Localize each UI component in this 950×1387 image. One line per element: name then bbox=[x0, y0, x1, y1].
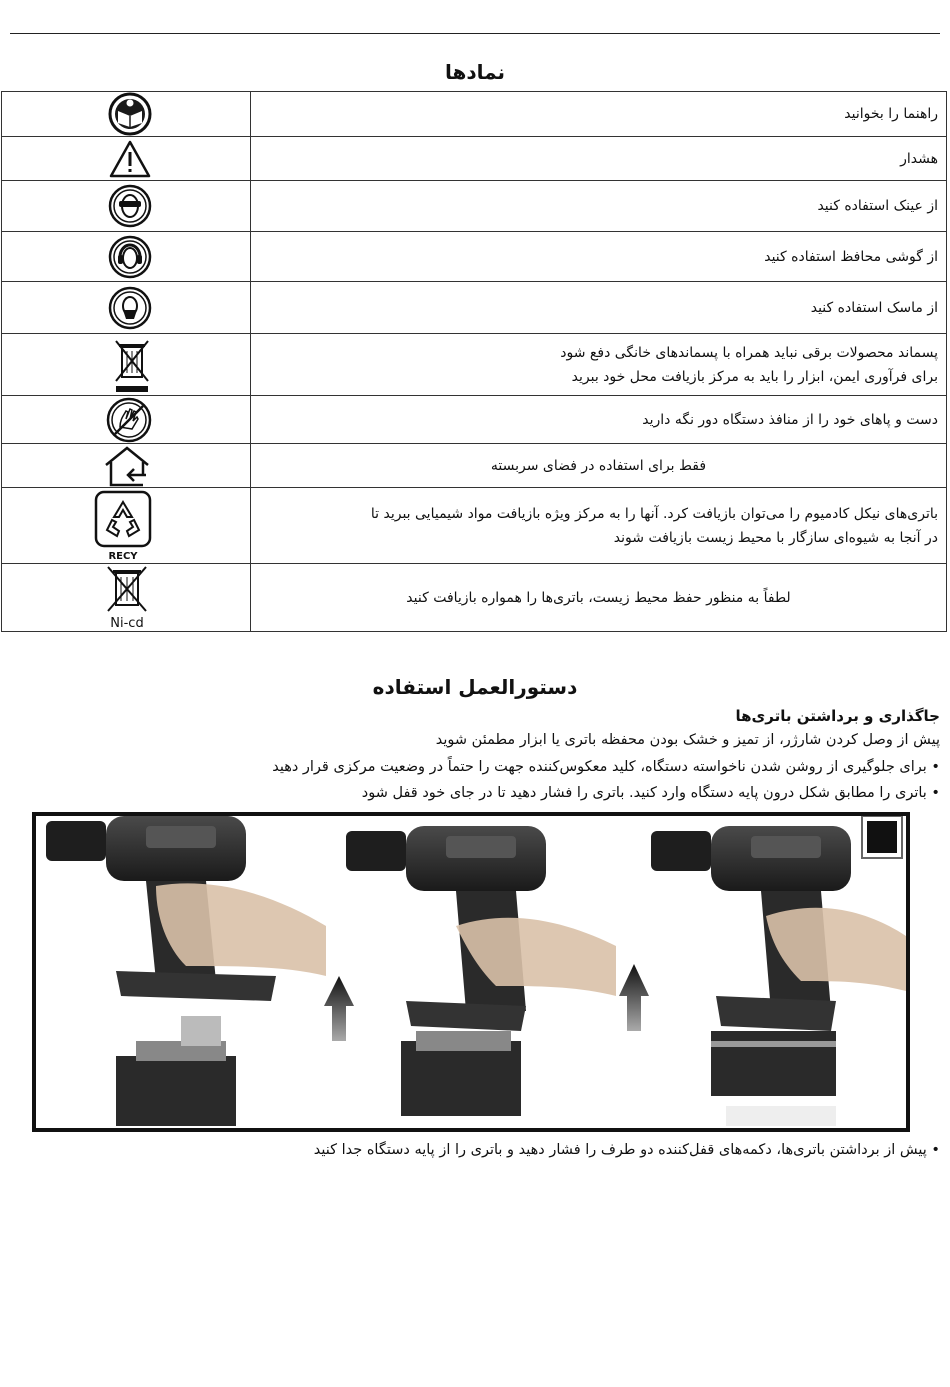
nicd-bin-icon bbox=[102, 565, 152, 631]
symbol-description bbox=[251, 564, 947, 632]
symbol-description bbox=[251, 92, 947, 137]
symbol-row bbox=[2, 92, 947, 137]
indoor-use-icon bbox=[102, 445, 152, 487]
symbol-text: پسماند محصولات برقی نباید همراه با پسماندهای خانگی دفع شود bbox=[560, 344, 938, 361]
drill-step-2 bbox=[346, 826, 616, 1116]
symbol-icon-cell bbox=[2, 92, 251, 137]
bullet-item: • پیش از برداشتن باتری‌ها، دکمه‌های قفل‌کننده دو طرف را فشار دهید و باتری را از پایه دستگاه جدا کنید bbox=[30, 1142, 940, 1158]
install-heading: جاگذاری و برداشتن باتری‌ها bbox=[735, 707, 940, 725]
symbol-description bbox=[251, 232, 947, 282]
symbol-description bbox=[251, 396, 947, 444]
usage-title: دستورالعمل استفاده bbox=[372, 675, 578, 699]
symbol-icon-cell bbox=[2, 564, 251, 632]
symbol-icon-cell bbox=[2, 334, 251, 396]
symbol-text: از ماسک استفاده کنید bbox=[810, 299, 938, 316]
symbol-row bbox=[2, 137, 947, 181]
symbol-icon-cell bbox=[2, 181, 251, 232]
symbol-description bbox=[251, 137, 947, 181]
symbol-text: لطفاً به منظور حفظ محیط زیست، باتری‌ها را همواره بازیافت کنید bbox=[406, 589, 791, 606]
symbol-icon-cell bbox=[2, 396, 251, 444]
bullet-item: • برای جلوگیری از روشن شدن ناخواسته دستگاه، کلید معکوس‌کننده جهت را حتماً در وضعیت مرکزی قرار دهید bbox=[30, 759, 940, 775]
symbol-row bbox=[2, 232, 947, 282]
symbol-description bbox=[251, 444, 947, 488]
symbol-row bbox=[2, 334, 947, 396]
drill-step-3 bbox=[651, 826, 906, 1126]
drill-step-1 bbox=[46, 816, 326, 1126]
symbol-text: باتری‌های نیکل کادمیوم را می‌توان بازیافت کرد. آنها را به مرکز ویژه بازیافت مواد شیمیایی ببرید تا bbox=[370, 505, 938, 522]
nicd-icon-label: Ni-cd bbox=[110, 615, 144, 631]
symbol-text: در آنجا به شیوه‌ای سازگار با محیط زیست بازیافت شوند bbox=[613, 529, 938, 546]
symbol-row bbox=[2, 181, 947, 232]
insert-arrow-1 bbox=[324, 976, 354, 1041]
recycle-icon-label: RECY bbox=[108, 550, 138, 562]
insert-arrow-2 bbox=[619, 964, 649, 1031]
symbol-description bbox=[251, 181, 947, 232]
symbol-text: برای فرآوری ایمن، ابزار را باید به مرکز بازیافت محل خود ببرید bbox=[571, 368, 938, 385]
crossed-bin-icon bbox=[112, 337, 152, 393]
symbol-icon-cell bbox=[2, 488, 251, 564]
symbol-row bbox=[2, 282, 947, 334]
keep-hands-away-icon bbox=[106, 397, 152, 443]
safety-goggles-icon bbox=[108, 184, 152, 228]
ear-protection-icon bbox=[108, 235, 152, 279]
warning-icon bbox=[108, 139, 152, 179]
symbols-title: نمادها bbox=[444, 60, 506, 84]
bullet-item: • باتری را مطابق شکل درون پایه دستگاه وارد کنید. باتری را فشار دهید تا در جای خود قفل شود bbox=[30, 785, 940, 801]
symbol-icon-cell bbox=[2, 232, 251, 282]
battery-insertion-photo bbox=[32, 812, 910, 1132]
symbol-text: فقط برای استفاده در فضای سربسته bbox=[490, 457, 707, 474]
symbol-row bbox=[2, 488, 947, 564]
drill-illustration bbox=[36, 816, 906, 1128]
symbols-table bbox=[1, 91, 947, 632]
symbol-text: راهنما را بخوانید bbox=[844, 106, 938, 122]
symbol-row bbox=[2, 564, 947, 632]
symbol-icon-cell bbox=[2, 444, 251, 488]
symbol-icon-cell bbox=[2, 282, 251, 334]
recycle-icon bbox=[94, 490, 152, 562]
top-rule bbox=[10, 33, 940, 34]
read-manual-icon bbox=[108, 92, 152, 136]
symbol-icon-cell bbox=[2, 137, 251, 181]
intro-text: پیش از وصل کردن شارژر، از تمیز و خشک بودن محفظه باتری یا ابزار مطمئن شوید bbox=[435, 732, 940, 748]
dust-mask-icon bbox=[108, 286, 152, 330]
symbol-description bbox=[251, 334, 947, 396]
symbol-text: هشدار bbox=[900, 150, 938, 167]
symbol-text: از عینک استفاده کنید bbox=[817, 198, 938, 214]
symbol-text: دست و پاهای خود را از منافذ دستگاه دور نگه دارید bbox=[642, 411, 938, 428]
symbol-description bbox=[251, 488, 947, 564]
symbol-row bbox=[2, 396, 947, 444]
symbol-row bbox=[2, 444, 947, 488]
symbol-description bbox=[251, 282, 947, 334]
symbol-text: از گوشی محافظ استفاده کنید bbox=[764, 248, 938, 265]
